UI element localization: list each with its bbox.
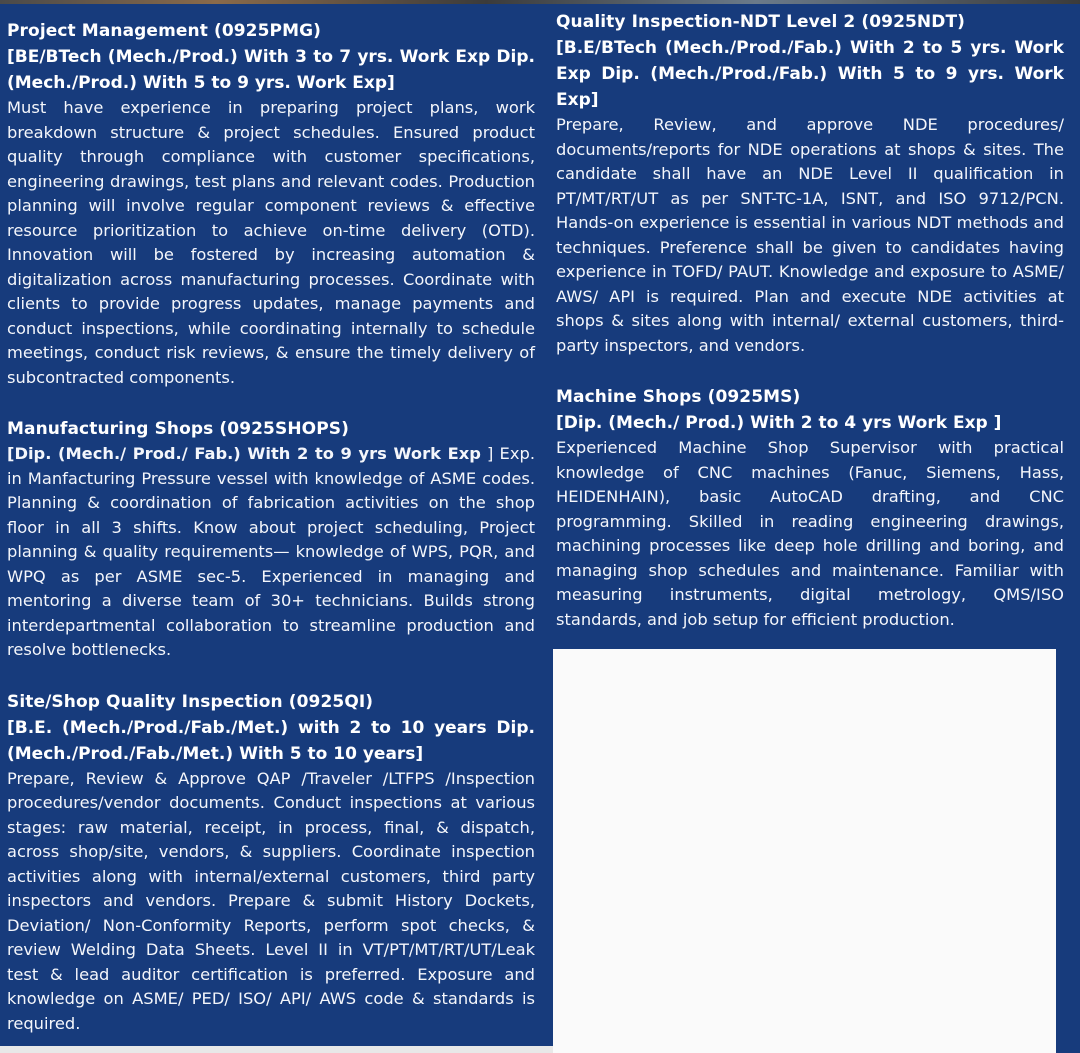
job-description: Must have experience in preparing project plans, work breakdown structure & project schedules. Ensured product quality through compliance with customer specifications, engineering drawings, test plans and relevant codes. Production planning will involve regular component reviews & effective resource prioritization to achieve on-time delivery (OTD). Innovation will be fostered by increasing automation & digitalization across manufacturing processes. Coordinate with clients to provide progress updates, manage payments and conduct inspections, while coordinating internally to schedule meetings, conduct risk reviews, & ensure the timely delivery of subcontracted components. (7, 98, 535, 387)
job-title: Machine Shops (0925MS) (556, 387, 801, 407)
right-column (556, 9, 1064, 632)
job-title: Manufacturing Shops (0925SHOPS) (7, 419, 349, 439)
job-description-text: ] Exp. in Manfacturing Pressure vessel with knowledge of ASME codes. Planning & coordination of fabrication activities on the shop floor in all 3 shifts. Know about project scheduling, Project planning & quality requirements— knowledge of WPS, PQR, and WPQ as per ASME sec-5. Experienced in managing and mentoring a diverse team of 30+ technicians. Builds strong interdepartmental collaboration to streamline production and resolve bottlenecks. (7, 444, 535, 659)
job-title: Quality Inspection-NDT Level 2 (0925NDT) (556, 12, 966, 32)
redacted-area (553, 649, 1056, 1053)
job-description: Prepare, Review, and approve NDE procedures/ documents/reports for NDE operations at shops & sites. The candidate shall have an NDE Level II qualification in PT/MT/RT/UT as per SNT-TC-1A, ISNT, and ISO 9712/PCN. Hands-on experience is essential in various NDT methods and techniques. Preference shall be given to candidates having experience in TOFD/ PAUT. Knowledge and exposure to ASME/ AWS/ API is required. Plan and execute NDE activities at shops & sites along with internal/ external customers, third-party inspectors, and vendors. (556, 115, 1064, 355)
job-title: Site/Shop Quality Inspection (0925QI) (7, 691, 374, 712)
job-requirements: [B.E. (Mech./Prod./Fab./Met.) with 2 to 10 years Dip. (Mech./Prod./Fab./Met.) With 5 to 10 years] (7, 717, 535, 764)
job-requirements: [B.E/BTech (Mech./Prod./Fab.) With 2 to 5 yrs. Work Exp Dip. (Mech./Prod./Fab.) With 5 to 9 yrs. Work Exp] (556, 38, 1064, 110)
job-requirements: [BE/BTech (Mech./Prod.) With 3 to 7 yrs. Work Exp Dip. (Mech./Prod.) With 5 to 9 yrs. Work Exp] (7, 47, 535, 93)
job-project-management (7, 18, 535, 390)
bottom-edge (0, 1046, 553, 1053)
background-edge (1056, 649, 1080, 1053)
section-spacer (7, 663, 535, 689)
job-ndt-level-2 (556, 9, 1064, 358)
left-column (7, 18, 535, 1036)
job-manufacturing-shops (7, 416, 535, 663)
section-spacer (7, 390, 535, 416)
job-requirements: [Dip. (Mech./ Prod./ Fab.) With 2 to 9 yrs Work Exp (7, 444, 481, 463)
job-description: Prepare, Review & Approve QAP /Traveler /LTFPS /Inspection procedures/vendor documents. Conduct inspections at various stages: raw material, receipt, in process, final, & dispatch, across shop/site, vendors, & suppliers. Coordinate inspection activities along with internal/external customers, third party inspectors and vendors. Prepare & submit History Dockets, Deviation/ Non-Conformity Reports, perform spot checks, & review Welding Data Sheets. Level II in VT/PT/MT/RT/UT/Leak test & lead auditor certification is preferred. Exposure and knowledge on ASME/ PED/ ISO/ API/ AWS code & standards is required. (7, 768, 535, 1033)
job-quality-inspection (7, 689, 535, 1037)
job-description (7, 442, 535, 663)
job-requirements: [Dip. (Mech./ Prod.) With 2 to 4 yrs Work Exp ] (556, 413, 1002, 433)
job-title: Project Management (0925PMG) (7, 21, 322, 41)
top-image-strip (0, 0, 1080, 4)
section-spacer (556, 358, 1064, 384)
job-description: Experienced Machine Shop Supervisor with practical knowledge of CNC machines (Fanuc, Siemens, Hass, HEIDENHAIN), basic AutoCAD drafting, and CNC programming. Skilled in reading engineering drawings, machining processes like deep hole drilling and boring, and managing shop schedules and maintenance. Familiar with measuring instruments, digital metrology, QMS/ISO standards, and job setup for efficient production. (556, 438, 1064, 629)
job-machine-shops (556, 384, 1064, 632)
